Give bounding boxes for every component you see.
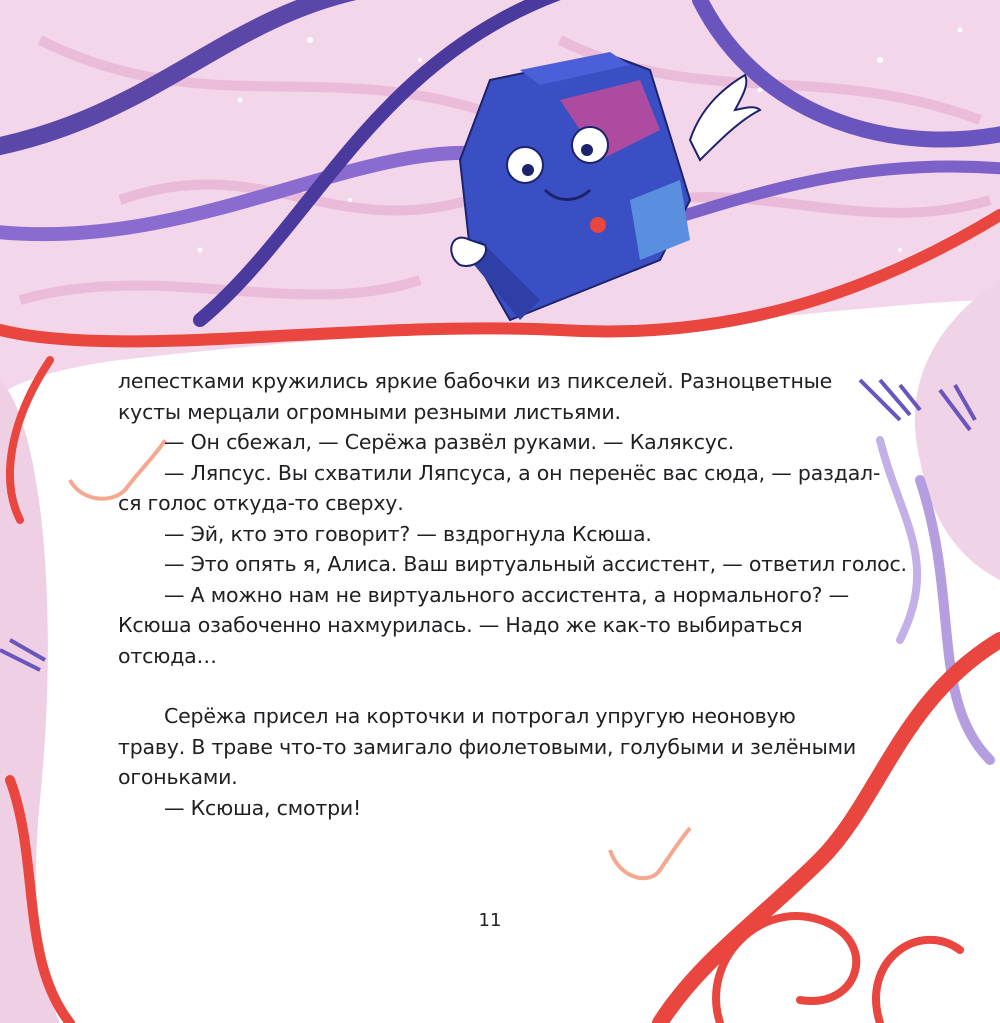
text-line: Ксюша озабоченно нахмурилась. — Надо же как-то выбираться xyxy=(118,613,803,637)
text-line: кусты мерцали огромными резными листьями. xyxy=(118,399,621,424)
paragraph-gap xyxy=(118,671,888,701)
dialogue-line: — Он сбежал, — Серёжа развёл руками. — Каляксус. xyxy=(164,430,735,454)
dialogue-line: — Это опять я, Алиса. Ваш виртуальный ассистент, — ответил голос. xyxy=(164,552,907,576)
dialogue-line: — Ксюша, смотри! xyxy=(164,795,362,820)
page-number: 11 xyxy=(478,910,502,931)
text-line: лепестками кружились яркие бабочки из пикселей. Разноцветные xyxy=(118,369,833,393)
dialogue-line: — Ляпсус. Вы схватили Ляпсуса, а он перенёс вас сюда, — раздал- xyxy=(164,460,881,485)
right-pink-band xyxy=(915,280,1000,580)
text-line: огоньками. xyxy=(118,765,238,789)
text-line: траву. В траве что-то замигало фиолетовыми, голубыми и зелёными xyxy=(118,734,857,759)
text-line: отсюда… xyxy=(118,643,217,668)
dialogue-line: — Эй, кто это говорит? — вздрогнула Ксюша. xyxy=(164,521,652,546)
text-line: ся голос откуда-то сверху. xyxy=(118,491,404,515)
story-text xyxy=(118,366,907,823)
text-line: Серёжа присел на корточки и потрогал упругую неоновую xyxy=(164,704,796,728)
dialogue-line: — А можно нам не виртуального ассистента, а нормального? — xyxy=(164,582,849,607)
